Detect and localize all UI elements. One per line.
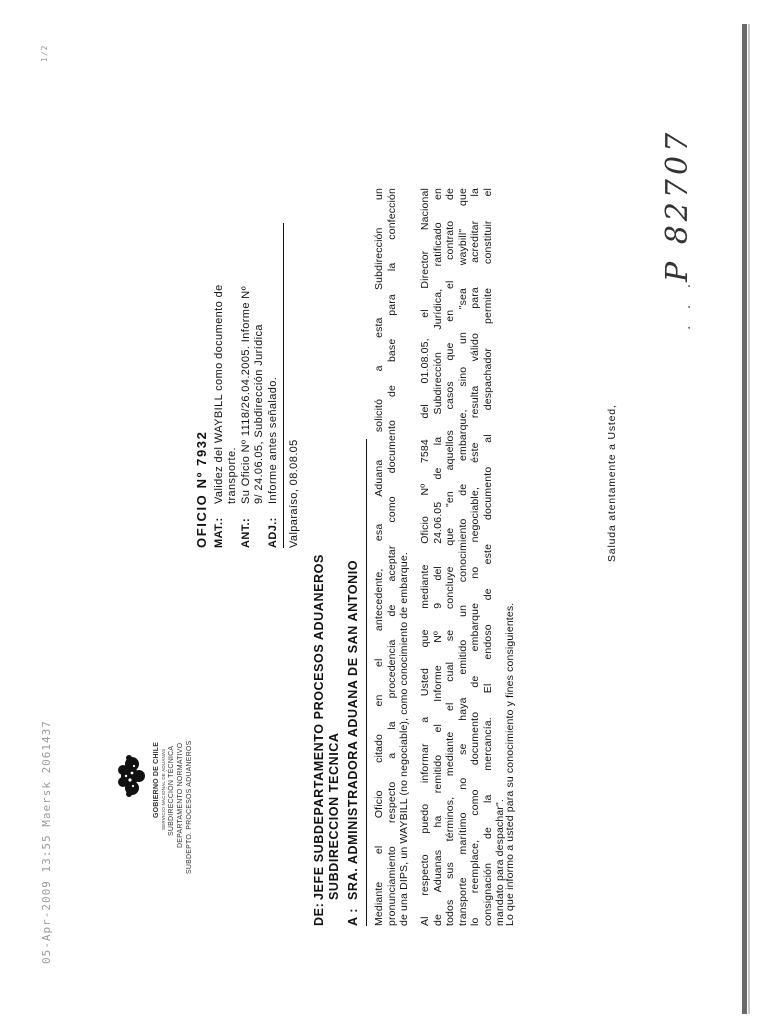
- emblem-line: DEPARTAMENTO NORMATIVO: [177, 742, 184, 848]
- addressing-divider: [366, 439, 367, 926]
- place-date: Valparaíso, 08.08.05: [288, 439, 300, 548]
- from-name: JEFE SUBDEPARTAMENTO PROCESOS ADUANEROS: [312, 554, 326, 900]
- salutation: Saluda atentamente a Usted,: [606, 404, 618, 562]
- body-line: consignación de la mercancía. El endoso de este documento al despachador permite constituir el: [481, 188, 494, 926]
- body-line: pronunciamiento respecto a la procedencia de aceptar como documento de base para la confección: [385, 188, 398, 926]
- body-paragraph-2: [419, 188, 507, 926]
- body-line: transporte marítimo no se haya emitido un conocimiento de embarque, sino un "sea waybill" que: [456, 188, 469, 926]
- from-department: SUBDIRECCION TECNICA: [327, 732, 341, 900]
- handwritten-reference: P 82707: [660, 128, 695, 282]
- mat-line: Validez del WAYBILL como documento de: [213, 284, 225, 504]
- to-label: A :: [346, 908, 360, 926]
- oficio-ant: [240, 286, 266, 548]
- oficio-adj: [267, 377, 280, 548]
- body-line: Mediante el Oficio citado en el antecedente, esa Aduana solicitó a esta Subdirección un: [373, 188, 385, 926]
- oficio-title: OFICIO Nº 7932: [194, 430, 209, 548]
- adj-line: Informe antes señalado.: [267, 376, 279, 504]
- fax-page-marker: 1/2: [40, 44, 49, 62]
- body-line: mandato para despachar".: [494, 799, 506, 926]
- government-seal-icon: [112, 746, 150, 806]
- fax-header: 05-Apr-2009 13:55 Maersk 2061437: [40, 720, 53, 964]
- oficio-mat: [213, 284, 239, 548]
- to-line: [346, 560, 360, 926]
- body-line: todos sus términos, mediante el cual se concluye que "en aquellos casos que en el contrato de: [444, 188, 456, 926]
- adj-label: ADJ.:: [267, 517, 279, 548]
- ant-line: Su Oficio Nº 1118/26.04.2005. Informe Nº: [240, 285, 252, 504]
- from-line: [312, 554, 326, 926]
- body-paragraph-1: [373, 188, 411, 926]
- emblem-text-block: [152, 741, 194, 874]
- emblem-line: SUBDIRECCIÓN TÉCNICA: [168, 745, 175, 836]
- handwritten-marks: · · ·: [682, 277, 698, 330]
- ant-label: ANT.:: [240, 517, 252, 548]
- mat-line: transporte.: [226, 447, 238, 504]
- from-label: DE:: [312, 902, 326, 926]
- body-line: Al respecto puedo informar a Usted que mediante Oficio Nº 7584 del 01.08.05, el Director Nacional: [419, 188, 431, 926]
- body-line: de una DIPS, un WAYBILL (no negociable), como conocimiento de embarque.: [398, 552, 410, 926]
- emblem-line: SUBDEPTO. PROCESOS ADUANEROS: [186, 740, 193, 874]
- reference-divider: [283, 223, 284, 548]
- body-line: lo reemplace, como documento de embarque no negociable, éste resulta válido para acreditar la: [469, 188, 481, 926]
- emblem-line: GOBIERNO DE CHILE: [153, 741, 160, 818]
- to-name: SRA. ADMINISTRADORA ADUANA DE SAN ANTONIO: [346, 559, 360, 900]
- body-line: de Aduanas ha remitido el Informe Nº 9 del 24.06.05 de la Subdirección Jurídica, ratificado en: [431, 188, 444, 926]
- emblem-line: SERVICIO NACIONAL DE ADUANAS: [161, 748, 166, 830]
- ant-line: 9/ 24.06.05, Subdirección Jurídica: [253, 324, 265, 504]
- closing-line: Lo que informo a usted para su conocimiento y fines consiguientes.: [504, 602, 516, 926]
- mat-label: MAT.:: [213, 517, 225, 548]
